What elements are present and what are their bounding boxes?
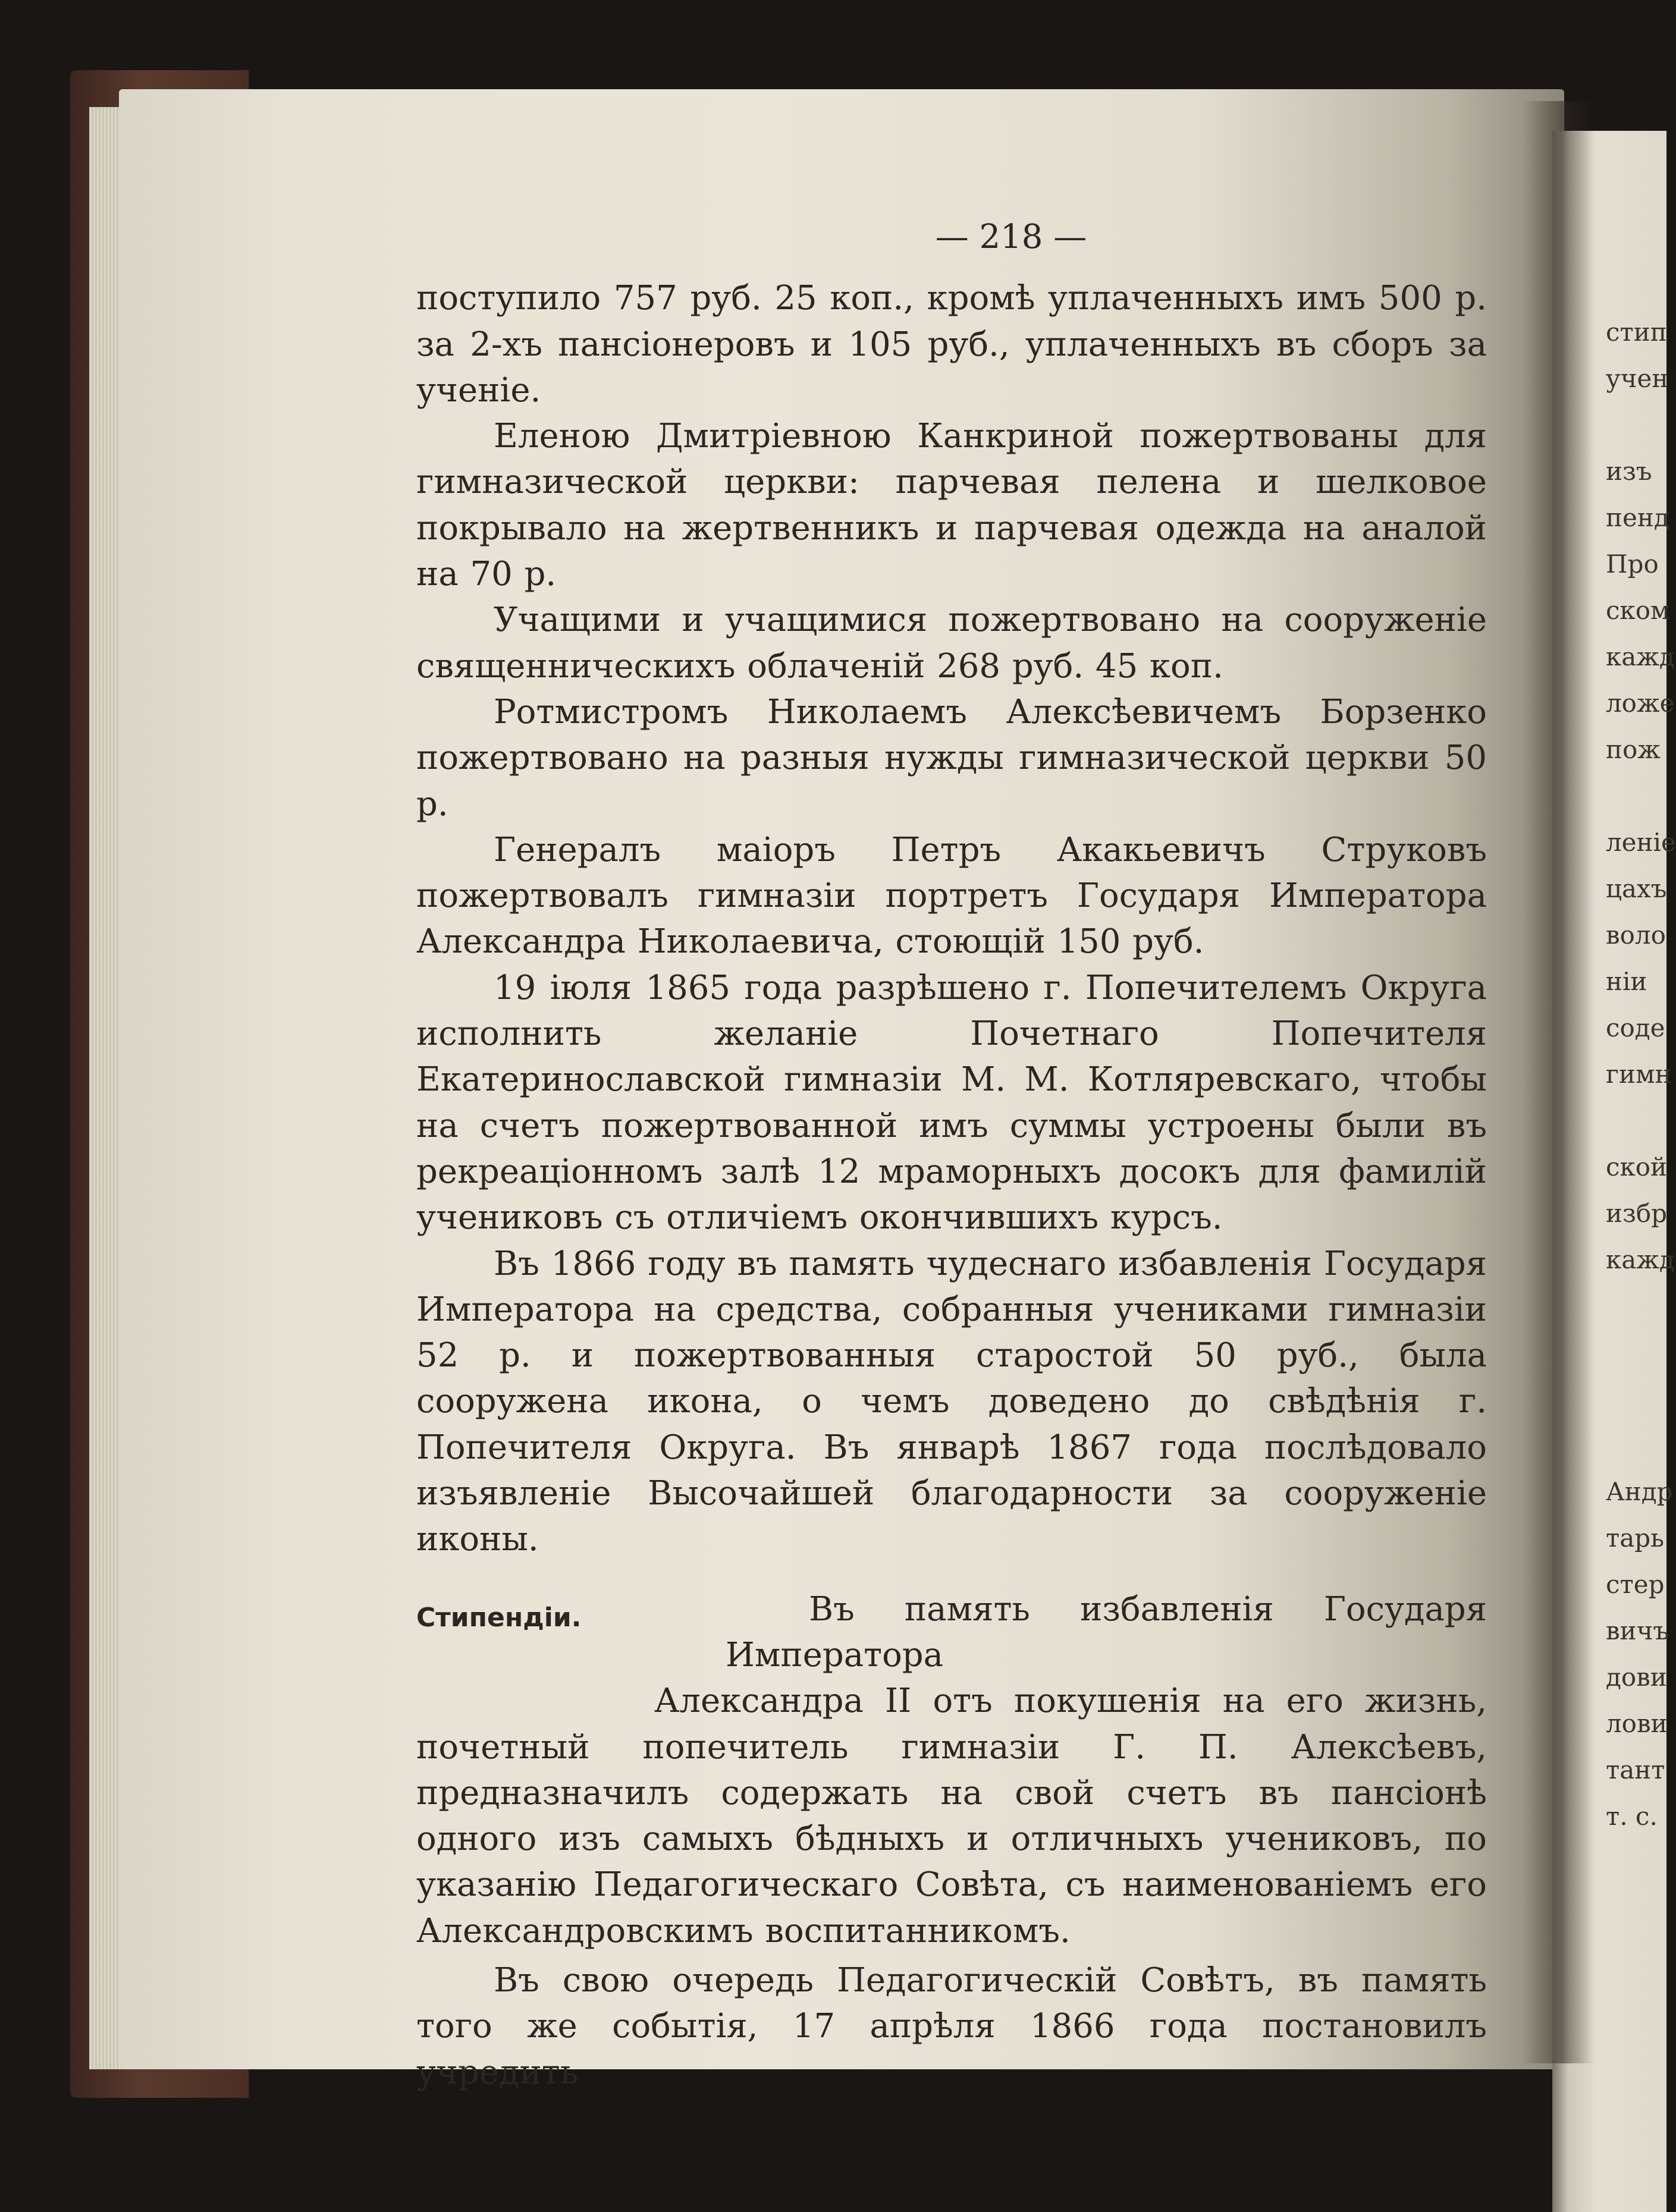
paragraph: Александра II отъ покушенія на его жизнь, почетный попечитель гимназіи Г. П. Алексѣевъ, предназначилъ содержать на свой счетъ въ пансіонѣ одного изъ самыхъ бѣдныхъ и отличныхъ учениковъ, по указанію Педагогическаго Совѣта, съ наименованіемъ его Александровскимъ воспитанникомъ. <box>416 1682 1487 1950</box>
facing-page-line: стип <box>1606 318 1667 347</box>
paragraph-first-line: Въ память избавленія Государя Императора <box>726 1589 1487 1674</box>
facing-page-line: т. с. <box>1606 1802 1658 1831</box>
facing-page-line: пенд <box>1606 503 1669 532</box>
facing-page-line: лови <box>1606 1709 1668 1738</box>
facing-page-text <box>1606 309 1676 1840</box>
book-gutter <box>1523 101 1594 2063</box>
facing-page-line <box>1606 773 1671 819</box>
facing-page-line <box>1606 1283 1671 1330</box>
facing-page-line: леніе <box>1606 828 1676 857</box>
facing-page-line <box>1606 402 1671 448</box>
paragraph: Въ свою очередь Педагогическій Совѣтъ, въ память того же событія, 17 апрѣля 1866 года постановилъ учредить <box>416 1960 1487 2092</box>
facing-page-line: Андр <box>1606 1477 1673 1506</box>
facing-page-line: пож <box>1606 735 1661 764</box>
facing-page-line: Про <box>1606 549 1659 579</box>
facing-page-line: гимн <box>1606 1060 1672 1089</box>
page-text <box>416 214 1487 2095</box>
facing-page-line: ніи <box>1606 967 1647 996</box>
facing-page-line: стер <box>1606 1570 1665 1599</box>
facing-page-line <box>1606 1330 1671 1376</box>
facing-page-line: кажд <box>1606 1245 1675 1274</box>
facing-page-line: соде <box>1606 1013 1665 1042</box>
facing-page-line: ложе <box>1606 689 1675 718</box>
facing-page-line <box>1606 1422 1671 1469</box>
paragraph: Учащими и учащимися пожертвовано на сооруженіе священническихъ облаченій 268 руб. 45 коп. <box>416 601 1487 686</box>
facing-page-line <box>1606 1376 1671 1422</box>
stipend-section <box>416 1586 1487 1954</box>
facing-page-line <box>1606 1098 1671 1144</box>
facing-page-line: кажд <box>1606 642 1675 671</box>
facing-page-line: изъ <box>1606 457 1652 486</box>
facing-page-line: учен <box>1606 364 1669 393</box>
facing-page-line: цахъ <box>1606 874 1667 903</box>
facing-page-line: вичъ <box>1606 1616 1669 1645</box>
facing-page-line: дови <box>1606 1663 1667 1692</box>
facing-page-line: воло <box>1606 920 1666 950</box>
facing-page-line: ской <box>1606 1152 1668 1182</box>
paragraph: поступило 757 руб. 25 коп., кромѣ уплаченныхъ имъ 500 р. за 2-хъ пансіонеровъ и 105 руб., уплаченныхъ въ сборъ за ученіе. <box>416 279 1487 410</box>
facing-page-line: ском <box>1606 596 1670 625</box>
page-number: — 218 — <box>935 218 1087 256</box>
section-label: Стипендіи. <box>416 1602 582 1633</box>
facing-page-line: избр <box>1606 1199 1668 1228</box>
paragraph: Генералъ маіоръ Петръ Акакьевичъ Струковъ пожертвовалъ гимназіи портретъ Государя Императора Александра Николаевича, стоющій 150 руб. <box>416 830 1487 962</box>
paragraph: 19 іюля 1865 года разрѣшено г. Попечителемъ Округа исполнить желаніе Почетнаго Попечителя Екатеринославской гимназіи М. М. Котляревскаго, чтобы на счетъ пожертвованной имъ суммы устроены были въ рекреаціонномъ залѣ 12 мраморныхъ досокъ для фамилій учениковъ съ отличіемъ окончившихъ курсъ. <box>416 968 1487 1237</box>
paragraph: Еленою Дмитріевною Канкриной пожертвованы для гимназической церкви: парчевая пелена и шелковое покрывало на жертвенникъ и парчевая одежда на аналой на 70 р. <box>416 417 1487 594</box>
facing-page-line: тарь <box>1606 1523 1665 1553</box>
facing-page-line: тант <box>1606 1755 1665 1784</box>
paragraph: Ротмистромъ Николаемъ Алексѣевичемъ Борзенко пожертвовано на разныя нужды гимназической церкви 50 р. <box>416 692 1487 824</box>
paragraph: Въ 1866 году въ память чудеснаго избавленія Государя Императора на средства, собранныя учениками гимназіи 52 р. и пожертвованныя старостой 50 руб., была сооружена икона, о чемъ доведено до свѣдѣнія г. Попечителя Округа. Въ январѣ 1867 года послѣдовало изъявленіе Высочайшей благодарности за сооруженіе иконы. <box>416 1244 1487 1559</box>
